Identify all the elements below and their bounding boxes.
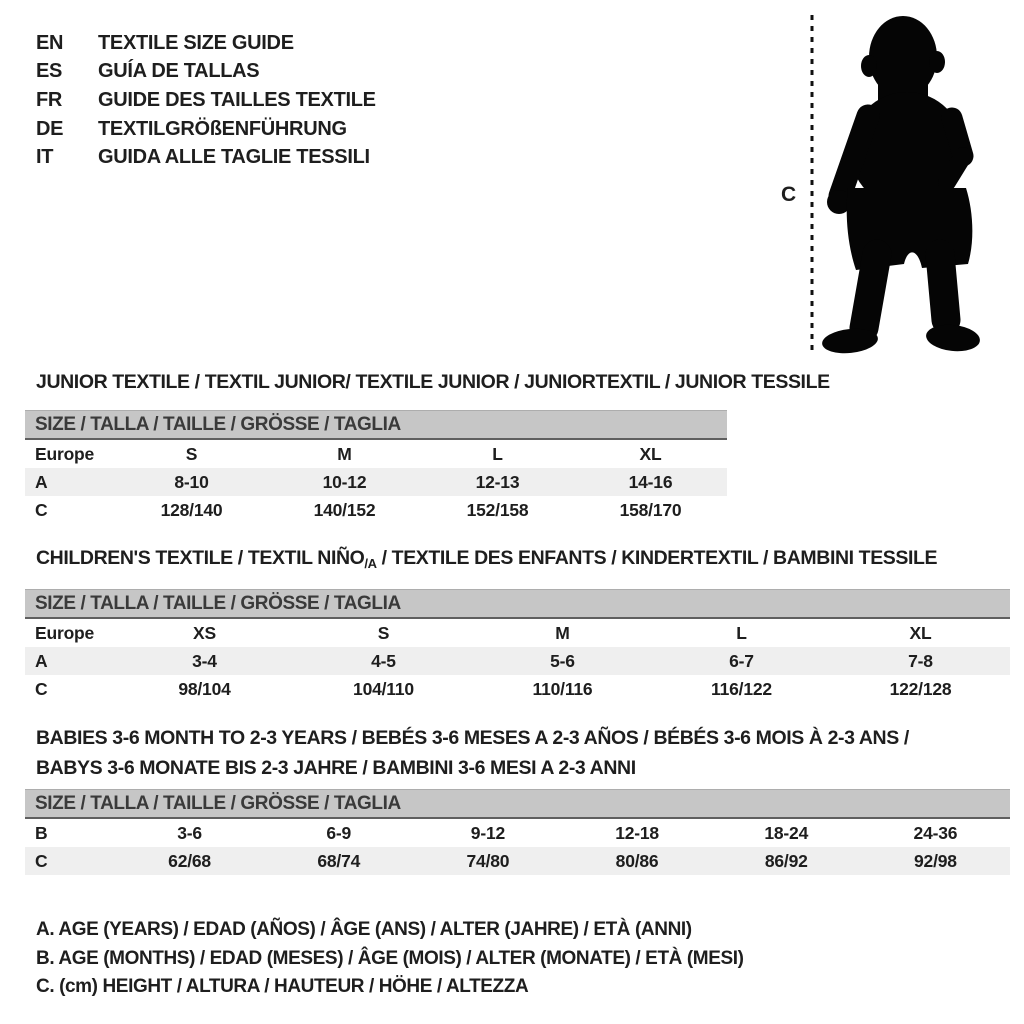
- row-label: A: [35, 650, 48, 671]
- size-cell: L: [492, 443, 503, 464]
- size-bar-label: SIZE / TALLA / TAILLE / GRÖSSE / TAGLIA: [35, 592, 401, 614]
- size-cell: XS: [193, 622, 216, 643]
- legend-line-a: A. AGE (YEARS) / EDAD (AÑOS) / ÂGE (ANS) / ALTER (JAHRE) / ETÀ (ANNI): [36, 919, 692, 941]
- row-label: C: [35, 678, 48, 699]
- age-cell: 12-18: [615, 822, 659, 843]
- age-cell: 3-6: [177, 822, 202, 843]
- size-bar-label: SIZE / TALLA / TAILLE / GRÖSSE / TAGLIA: [35, 792, 401, 814]
- age-cell: 5-6: [550, 650, 575, 671]
- language-header: [36, 29, 376, 172]
- age-cell: 10-12: [322, 471, 367, 492]
- children-heading-suffix: / TEXTILE DES ENFANTS / KINDERTEXTIL / BAMBINI TESSILE: [376, 547, 938, 569]
- table-row-europe: [25, 440, 727, 468]
- language-row-fr: [36, 86, 376, 115]
- age-cell: 18-24: [764, 822, 809, 843]
- age-cell: 7-8: [908, 650, 933, 671]
- row-label: A: [35, 471, 48, 492]
- language-row-en: [36, 29, 376, 58]
- size-cell: L: [736, 622, 747, 643]
- language-label: GUÍA DE TALLAS: [98, 60, 260, 83]
- row-label: C: [35, 499, 48, 520]
- row-label: Europe: [35, 443, 95, 464]
- age-cell: 14-16: [628, 471, 673, 492]
- table-row-height: [25, 496, 727, 524]
- height-figure: [760, 0, 1024, 370]
- height-cell: 92/98: [914, 850, 957, 871]
- height-cell: 68/74: [317, 850, 361, 871]
- junior-size-table: [25, 410, 727, 524]
- table-row-europe: [25, 619, 1010, 647]
- legend-line-c: C. (cm) HEIGHT / ALTURA / HAUTEUR / HÖHE / ALTEZZA: [36, 976, 529, 998]
- size-bar: [25, 589, 1010, 619]
- age-cell: 4-5: [371, 650, 396, 671]
- babies-heading-line1: BABIES 3-6 MONTH TO 2-3 YEARS / BEBÉS 3-6 MESES A 2-3 AÑOS / BÉBÉS 3-6 MOIS À 2-3 ANS /: [36, 727, 909, 749]
- language-code: FR: [36, 88, 63, 111]
- table-row-height: [25, 675, 1010, 703]
- language-code: EN: [36, 31, 64, 54]
- height-cell: 152/158: [466, 499, 529, 520]
- language-label: GUIDA ALLE TAGLIE TESSILI: [98, 146, 370, 169]
- language-code: DE: [36, 117, 64, 140]
- children-heading-sub: /A: [364, 556, 377, 571]
- children-heading: [36, 547, 937, 571]
- babies-heading: [36, 723, 909, 783]
- age-cell: 3-4: [192, 650, 217, 671]
- size-cell: XL: [909, 622, 932, 643]
- size-bar: [25, 789, 1010, 819]
- height-cell: 86/92: [764, 850, 808, 871]
- junior-heading: JUNIOR TEXTILE / TEXTIL JUNIOR/ TEXTILE JUNIOR / JUNIORTEXTIL / JUNIOR TESSILE: [36, 371, 830, 393]
- height-cell: 158/170: [619, 499, 682, 520]
- size-bar: [25, 410, 727, 440]
- language-label: TEXTILGRÖßENFÜHRUNG: [98, 117, 347, 140]
- size-cell: XL: [639, 443, 662, 464]
- height-cell: 128/140: [160, 499, 223, 520]
- row-label: C: [35, 850, 48, 871]
- size-cell: S: [185, 443, 198, 464]
- size-cell: S: [377, 622, 390, 643]
- age-cell: 8-10: [174, 471, 209, 492]
- age-cell: 6-7: [729, 650, 754, 671]
- height-cell: 74/80: [466, 850, 510, 871]
- height-cell: 80/86: [615, 850, 659, 871]
- children-heading-prefix: CHILDREN'S TEXTILE / TEXTIL NIÑO: [36, 547, 365, 569]
- size-cell: M: [555, 622, 570, 643]
- age-cell: 6-9: [326, 822, 352, 843]
- height-cell: 98/104: [178, 678, 231, 699]
- size-cell: M: [337, 443, 352, 464]
- babies-heading-line2: BABYS 3-6 MONATE BIS 2-3 JAHRE / BAMBINI 3-6 MESI A 2-3 ANNI: [36, 757, 636, 779]
- height-cell: 116/122: [711, 678, 772, 699]
- toddler-silhouette: [821, 16, 981, 356]
- table-row-age: [25, 647, 1010, 675]
- height-cell: 104/110: [353, 678, 414, 699]
- children-size-table: [25, 589, 1010, 703]
- language-row-es: [36, 58, 376, 87]
- legend-line-b: B. AGE (MONTHS) / EDAD (MESES) / ÂGE (MOIS) / ALTER (MONATE) / ETÀ (MESI): [36, 947, 744, 969]
- height-cell: 140/152: [313, 499, 376, 520]
- height-label-c: C: [781, 183, 797, 206]
- height-cell: 110/116: [532, 678, 593, 699]
- language-code: IT: [36, 146, 54, 169]
- row-label: B: [35, 822, 48, 843]
- toddler-silhouette-graphic: [760, 0, 1024, 370]
- table-row-age: [25, 468, 727, 496]
- height-cell: 122/128: [889, 678, 952, 699]
- height-cell: 62/68: [168, 850, 211, 871]
- language-row-de: [36, 115, 376, 144]
- row-label: Europe: [35, 622, 95, 643]
- table-row-age-months: [25, 819, 1010, 847]
- age-cell: 24-36: [913, 822, 958, 843]
- language-label: TEXTILE SIZE GUIDE: [98, 31, 294, 54]
- language-label: GUIDE DES TAILLES TEXTILE: [98, 88, 376, 111]
- age-cell: 12-13: [475, 471, 520, 492]
- table-row-height: [25, 847, 1010, 875]
- size-bar-label: SIZE / TALLA / TAILLE / GRÖSSE / TAGLIA: [35, 413, 401, 435]
- age-cell: 9-12: [470, 822, 506, 843]
- babies-size-table: [25, 789, 1010, 875]
- language-code: ES: [36, 60, 63, 83]
- language-row-it: [36, 143, 376, 172]
- legend: [36, 916, 744, 1002]
